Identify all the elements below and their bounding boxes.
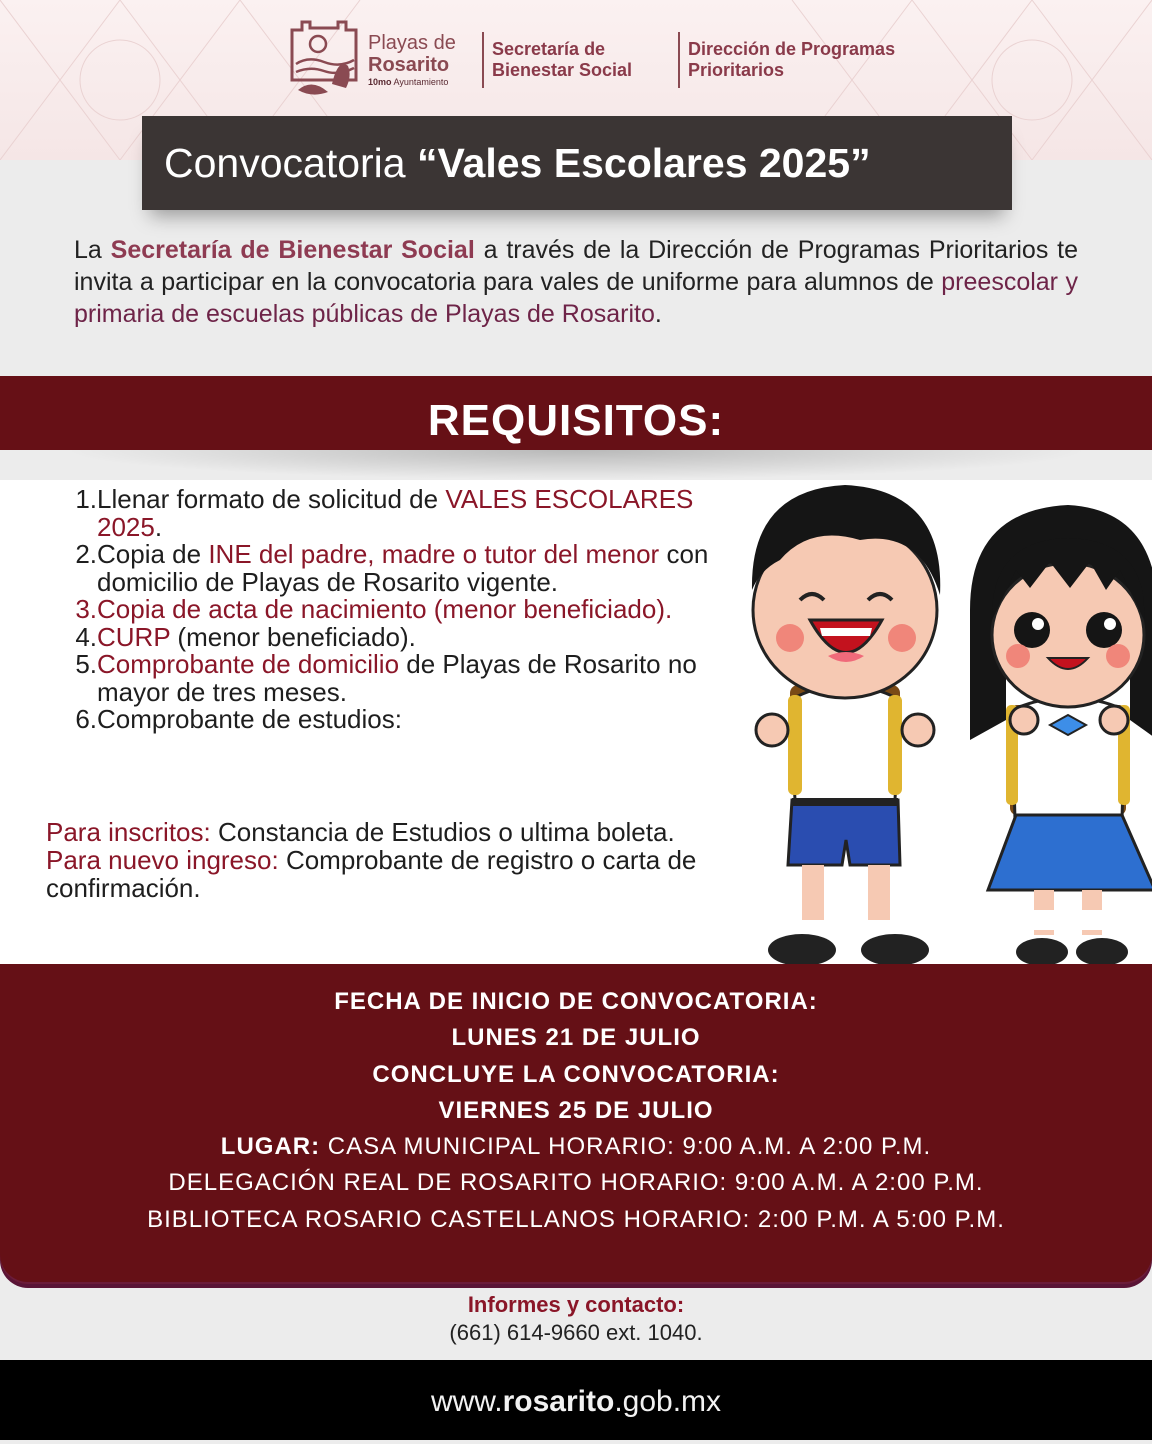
students-illustration xyxy=(730,470,1152,970)
page-title: Convocatoria “Vales Escolares 2025” xyxy=(164,140,871,186)
logo-divider xyxy=(482,32,484,88)
logo-line3: 10mo Ayuntamiento xyxy=(368,77,449,87)
lugar-biblioteca: BIBLIOTECA ROSARIO CASTELLANOS HORARIO: 2:00 P.M. A 5:00 P.M. xyxy=(147,1206,1005,1233)
org-divider xyxy=(678,32,680,88)
list-item: 3. Copia de acta de nacimiento (menor beneficiado). xyxy=(75,594,673,624)
title-bar xyxy=(142,116,1012,210)
intro-highlight-secretaria: Secretaría de Bienestar Social xyxy=(110,236,475,264)
requisitos-list xyxy=(70,486,720,734)
fecha-inicio-value: LUNES 21 DE JULIO xyxy=(451,1024,701,1051)
lugar-delegacion: DELEGACIÓN REAL DE ROSARITO HORARIO: 9:00 A.M. A 2:00 P.M. xyxy=(168,1169,984,1196)
fecha-fin-label: CONCLUYE LA CONVOCATORIA: xyxy=(372,1061,780,1088)
logo-line2: Rosarito xyxy=(368,54,450,76)
intro-highlight-escuelas: preescolar y primaria de escuelas públicas de Playas de Rosarito xyxy=(74,268,1078,328)
list-item: 2. Copia de INE del padre, madre o tutor del menor con domicilio de Playas de Rosarito vigente. xyxy=(75,539,709,597)
list-item: 1. Llenar formato de solicitud de VALES ESCOLARES 2025. xyxy=(75,484,694,542)
header-logos xyxy=(288,18,938,102)
boy-illustration xyxy=(752,485,940,966)
requisitos-title: REQUISITOS: xyxy=(427,396,725,445)
dates-panel xyxy=(0,964,1152,1284)
logo-line1: Playas de xyxy=(368,32,456,54)
list-item: 4. CURP (menor beneficiado). xyxy=(75,621,416,652)
list-item: 6. Comprobante de estudios: xyxy=(75,704,402,734)
org-direccion: Dirección de Programas Prioritarios xyxy=(688,39,896,80)
logo-wordmark xyxy=(368,32,476,88)
girl-illustration xyxy=(970,505,1152,966)
fecha-inicio-label: FECHA DE INICIO DE CONVOCATORIA: xyxy=(334,988,818,1015)
intro-paragraph: La Secretaría de Bienestar Social a través de la Dirección de Programas Prioritarios te invita a participar en la convocatoria para vales de uniforme para alumnos de preescolar y primaria de escuelas públicas de Playas de Rosarito. xyxy=(74,236,1078,328)
org-secretaria: Secretaría de Bienestar Social xyxy=(492,39,633,80)
contact-phone: (661) 614-9660 ext. 1040. xyxy=(449,1320,703,1345)
nuevo-ingreso-line: Para nuevo ingreso: Comprobante de registro o carta de confirmación. xyxy=(46,845,697,903)
lugar-casa-municipal: LUGAR: CASA MUNICIPAL HORARIO: 9:00 A.M. A 2:00 P.M. xyxy=(220,1133,932,1160)
footer-website: www.rosarito.gob.mx xyxy=(430,1385,722,1418)
rosarito-logo-icon xyxy=(288,18,360,102)
fecha-fin-value: VIERNES 25 DE JULIO xyxy=(438,1097,714,1124)
contact-title: Informes y contacto: xyxy=(467,1292,685,1317)
list-item: 5. Comprobante de domicilio de Playas de Rosarito no mayor de tres meses. xyxy=(75,649,697,707)
estudios-detail xyxy=(46,818,746,902)
inscritos-line: Para inscritos: Constancia de Estudios o ultima boleta. xyxy=(46,817,675,847)
